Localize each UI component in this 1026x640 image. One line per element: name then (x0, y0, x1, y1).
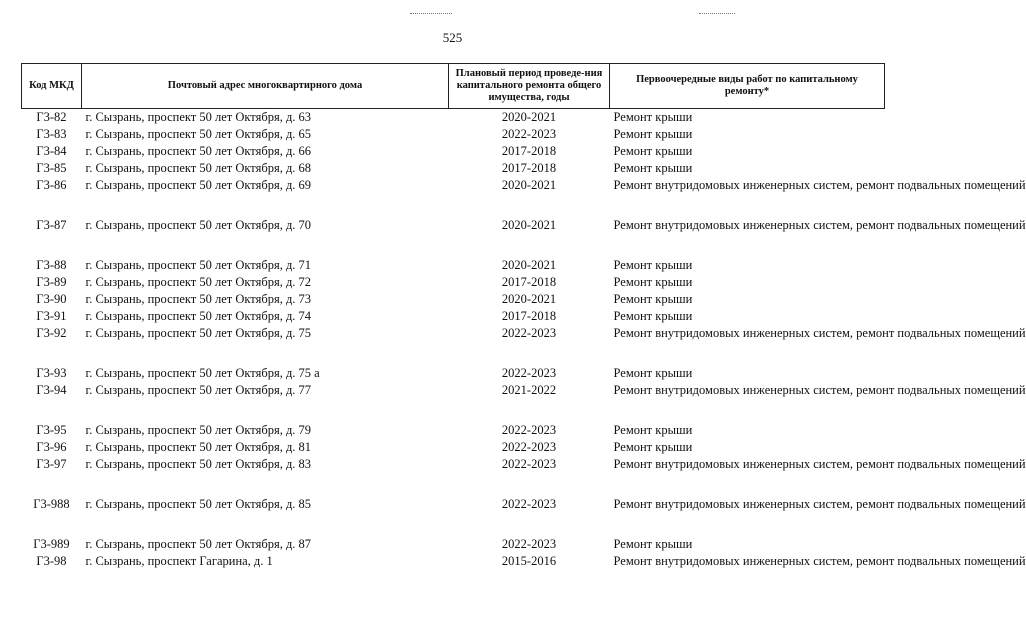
table-row (22, 274, 885, 291)
row-code: Г3-988 (33, 497, 70, 511)
table-row (22, 553, 885, 593)
table-row (22, 439, 885, 456)
row-address: г. Сызрань, проспект 50 лет Октября, д. 74 (85, 309, 312, 323)
row-works: Ремонт крыши (613, 110, 693, 124)
row-works: Ремонт крыши (613, 309, 693, 323)
header-address: Почтовый адрес многоквартирного дома (82, 64, 449, 109)
row-works: Ремонт внутридомовых инженерных систем, ремонт подвальных помещений (613, 218, 1026, 232)
table-row (22, 291, 885, 308)
capital-repair-table (21, 63, 1026, 593)
table-row (22, 177, 885, 217)
row-address: г. Сызрань, проспект 50 лет Октября, д. 87 (85, 537, 312, 551)
row-address: г. Сызрань, проспект 50 лет Октября, д. 75 а (85, 366, 320, 380)
table-row (22, 109, 885, 127)
row-period: 2022-2023 (501, 366, 557, 380)
row-period: 2022-2023 (501, 440, 557, 454)
row-code: Г3-90 (36, 292, 67, 306)
page-number: 525 (442, 30, 463, 45)
row-address: г. Сызрань, проспект 50 лет Октября, д. 72 (85, 275, 312, 289)
table-row (22, 257, 885, 274)
row-works: Ремонт внутридомовых инженерных систем, ремонт подвальных помещений (613, 383, 1026, 397)
row-period: 2017-2018 (501, 309, 557, 323)
row-period: 2017-2018 (501, 161, 557, 175)
table-row (22, 456, 885, 496)
row-code: Г3-89 (36, 275, 67, 289)
row-address: г. Сызрань, проспект 50 лет Октября, д. 63 (85, 110, 312, 124)
row-period: 2022-2023 (501, 326, 557, 340)
row-works: Ремонт внутридомовых инженерных систем, ремонт подвальных помещений (613, 178, 1026, 192)
row-works: Ремонт крыши (613, 292, 693, 306)
table-row (22, 308, 885, 325)
row-code: Г3-91 (36, 309, 67, 323)
row-address: г. Сызрань, проспект 50 лет Октября, д. 71 (85, 258, 312, 272)
header-works: Первоочередные виды работ по капитальному ремонту* (610, 64, 885, 109)
table-header-row (22, 64, 885, 109)
row-period: 2020-2021 (501, 292, 557, 306)
table-row (22, 217, 885, 257)
row-works: Ремонт внутридомовых инженерных систем, ремонт подвальных помещений (613, 457, 1026, 471)
row-works: Ремонт крыши (613, 127, 693, 141)
row-code: Г3-85 (36, 161, 67, 175)
row-code: Г3-88 (36, 258, 67, 272)
row-period: 2020-2021 (501, 218, 557, 232)
row-works: Ремонт крыши (613, 161, 693, 175)
header-period: Плановый период проведе-ния капитального ремонта общего имущества, годы (449, 64, 610, 109)
scan-artifact (699, 13, 735, 14)
table-row (22, 422, 885, 439)
row-period: 2017-2018 (501, 144, 557, 158)
row-address: г. Сызрань, проспект 50 лет Октября, д. 73 (85, 292, 312, 306)
table-row (22, 160, 885, 177)
row-period: 2022-2023 (501, 457, 557, 471)
row-code: Г3-84 (36, 144, 67, 158)
row-works: Ремонт крыши (613, 440, 693, 454)
table-row (22, 126, 885, 143)
row-code: Г3-989 (33, 537, 70, 551)
row-address: г. Сызрань, проспект 50 лет Октября, д. 77 (85, 383, 312, 397)
table-row (22, 496, 885, 536)
row-code: Г3-87 (36, 218, 67, 232)
row-period: 2017-2018 (501, 275, 557, 289)
row-code: Г3-83 (36, 127, 67, 141)
row-works: Ремонт внутридомовых инженерных систем, ремонт подвальных помещений (613, 554, 1026, 568)
row-period: 2020-2021 (501, 178, 557, 192)
row-works: Ремонт крыши (613, 275, 693, 289)
header-code: Код МКД (22, 64, 82, 109)
row-works: Ремонт внутридомовых инженерных систем, ремонт подвальных помещений (613, 497, 1026, 511)
row-address: г. Сызрань, проспект 50 лет Октября, д. 81 (85, 440, 312, 454)
row-code: Г3-82 (36, 110, 67, 124)
row-code: Г3-94 (36, 383, 67, 397)
table-row (22, 536, 885, 553)
table-row (22, 143, 885, 160)
row-code: Г3-97 (36, 457, 67, 471)
row-code: Г3-92 (36, 326, 67, 340)
row-works: Ремонт крыши (613, 258, 693, 272)
row-period: 2021-2022 (501, 383, 557, 397)
row-period: 2022-2023 (501, 423, 557, 437)
table-row (22, 365, 885, 382)
row-period: 2022-2023 (501, 127, 557, 141)
row-address: г. Сызрань, проспект 50 лет Октября, д. 68 (85, 161, 312, 175)
row-period: 2022-2023 (501, 537, 557, 551)
row-address: г. Сызрань, проспект 50 лет Октября, д. 83 (85, 457, 312, 471)
scan-artifact (410, 13, 452, 14)
row-period: 2020-2021 (501, 110, 557, 124)
table-row (22, 325, 885, 365)
row-address: г. Сызрань, проспект 50 лет Октября, д. 70 (85, 218, 312, 232)
table-row (22, 382, 885, 422)
row-works: Ремонт крыши (613, 144, 693, 158)
row-code: Г3-96 (36, 440, 67, 454)
table-body (22, 109, 1026, 594)
row-code: Г3-86 (36, 178, 67, 192)
row-address: г. Сызрань, проспект 50 лет Октября, д. 65 (85, 127, 312, 141)
row-address: г. Сызрань, проспект 50 лет Октября, д. 85 (85, 497, 312, 511)
row-address: г. Сызрань, проспект Гагарина, д. 1 (85, 554, 273, 568)
row-address: г. Сызрань, проспект 50 лет Октября, д. 66 (85, 144, 312, 158)
row-code: Г3-95 (36, 423, 67, 437)
row-works: Ремонт крыши (613, 423, 693, 437)
row-works: Ремонт крыши (613, 366, 693, 380)
row-address: г. Сызрань, проспект 50 лет Октября, д. 79 (85, 423, 312, 437)
row-address: г. Сызрань, проспект 50 лет Октября, д. 75 (85, 326, 312, 340)
row-address: г. Сызрань, проспект 50 лет Октября, д. 69 (85, 178, 312, 192)
row-works: Ремонт крыши (613, 537, 693, 551)
row-period: 2022-2023 (501, 497, 557, 511)
row-period: 2015-2016 (501, 554, 557, 568)
row-code: Г3-93 (36, 366, 67, 380)
row-code: Г3-98 (36, 554, 67, 568)
row-period: 2020-2021 (501, 258, 557, 272)
row-works: Ремонт внутридомовых инженерных систем, ремонт подвальных помещений (613, 326, 1026, 340)
